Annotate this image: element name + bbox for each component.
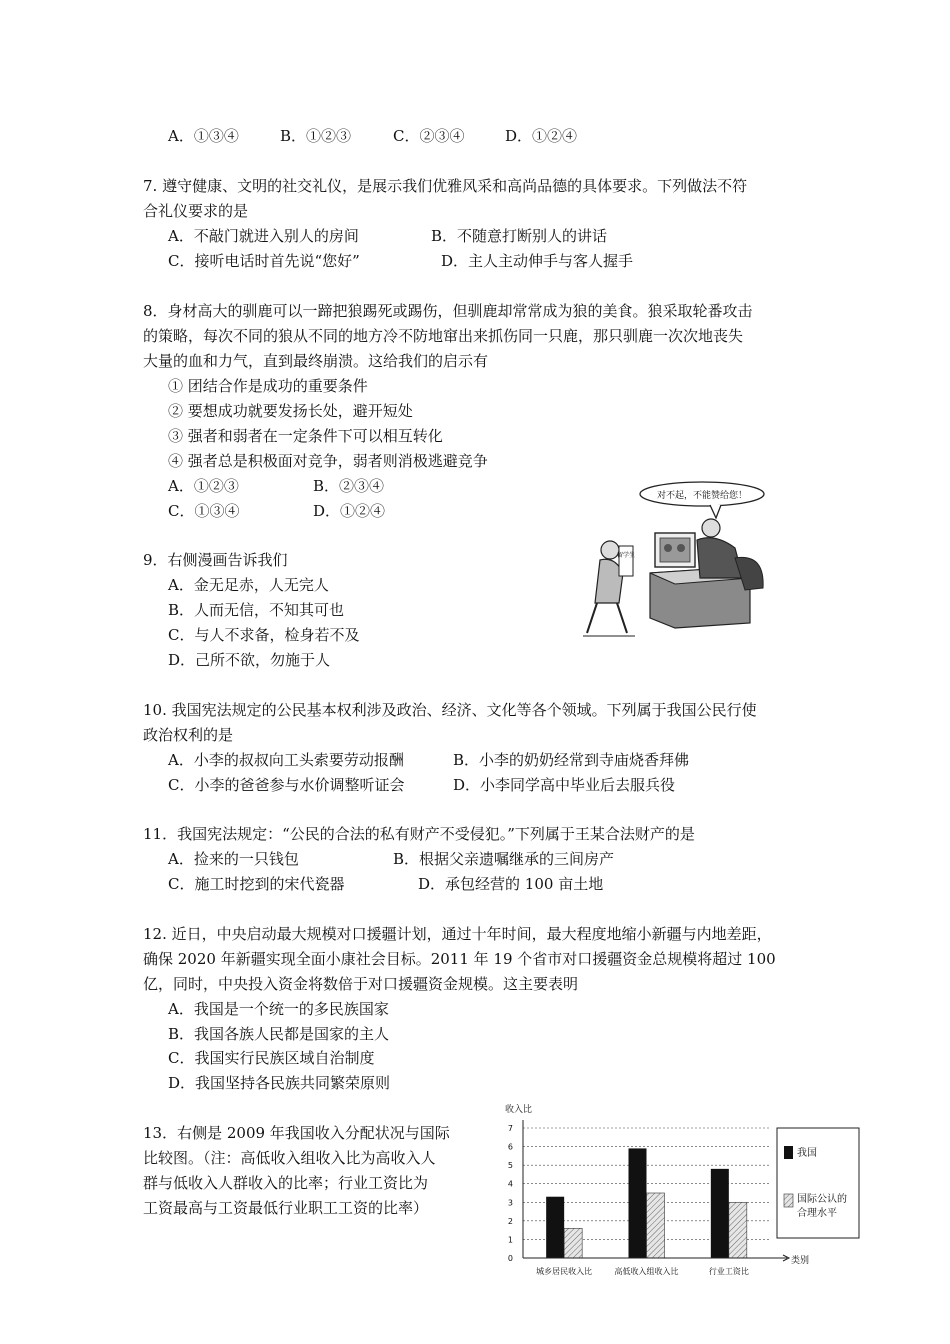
q6-option-c: C．②③④: [393, 127, 465, 145]
y-tick-label: 2: [507, 1216, 513, 1226]
x-category-label: 行业工资比: [708, 1267, 749, 1276]
q11-option-a: A．捡来的一只钱包: [168, 850, 299, 868]
q8-stem: 8．身材高大的驯鹿可以一蹄把狼踢死或踢伤，但驯鹿却常常成为狼的美食。狼采取轮番攻击: [143, 302, 753, 320]
q9-option-b: B．人而无信，不知其可也: [168, 601, 345, 619]
bar-intl: [564, 1228, 582, 1258]
q8-option-b: B．②③④: [313, 477, 385, 495]
legend-label-ours: 我国: [797, 1148, 817, 1159]
income-ratio-chart: [495, 1098, 875, 1280]
y-tick-label: 5: [507, 1161, 513, 1171]
y-tick-label: 1: [507, 1235, 513, 1245]
q7-option-b: B．不随意打断别人的讲话: [431, 227, 608, 245]
q10-stem: 10. 我国宪法规定的公民基本权利涉及政治、经济、文化等各个领域。下列属于我国公民行使: [143, 701, 757, 719]
q11-option-d: D．承包经营的 100 亩土地: [418, 875, 604, 893]
q10-stem-cont: 政治权利的是: [143, 726, 234, 744]
q7-option-d: D．主人主动伸手与客人握手: [441, 252, 634, 270]
q12-option-d: D．我国坚持各民族共同繁荣原则: [168, 1074, 391, 1092]
q8-statement-4: ④ 强者总是积极面对竞争，弱者则消极逃避竞争: [168, 452, 488, 470]
y-tick-label: 0: [507, 1254, 513, 1263]
y-tick-label: 6: [507, 1142, 513, 1152]
q13-stem: 13．右侧是 2009 年我国收入分配状况与国际: [143, 1124, 450, 1142]
q7-stem-cont: 合礼仪要求的是: [143, 202, 249, 220]
bar-ours: [546, 1197, 564, 1258]
q7-option-a: A．不敲门就进入别人的房间: [168, 227, 359, 245]
legend-swatch-intl: [784, 1194, 793, 1207]
q8-option-c: C．①③④: [168, 502, 240, 520]
q9-option-a: A．金无足赤，人无完人: [168, 576, 329, 594]
q6-option-b: B．①②③: [280, 127, 352, 145]
q12-stem: 12. 近日，中央启动最大规模对口援疆计划，通过十年时间，最大程度地缩小新疆与内地差距，: [143, 925, 772, 943]
q12-option-c: C．我国实行民族区域自治制度: [168, 1049, 375, 1067]
q10-option-a: A．小李的叔叔向工头索要劳动报酬: [168, 751, 404, 769]
q13-stem-cont1: 比较图。（注：高低收入组收入比为高收入人: [143, 1149, 436, 1167]
y-tick-label: 7: [507, 1124, 513, 1133]
legend-label-intl-2: 合理水平: [797, 1208, 837, 1219]
q13-stem-cont3: 工资最高与工资最低行业职工工资的比率）: [143, 1199, 429, 1217]
q8-statement-3: ③ 强者和弱者在一定条件下可以相互转化: [168, 427, 443, 445]
q9-stem: 9．右侧漫画告诉我们: [143, 551, 288, 569]
q8-stem-cont2: 大量的血和力气，直到最终崩溃。这给我们的启示有: [143, 352, 489, 370]
x-axis-label: 类别: [791, 1256, 810, 1266]
q7-stem: 7. 遵守健康、文明的社交礼仪，是展示我们优雅风采和高尚品德的具体要求。下列做法不符: [143, 177, 748, 195]
legend-label-intl-1: 国际公认的: [797, 1194, 847, 1205]
q8-stem-cont1: 的策略，每次不同的狼从不同的地方冷不防地窜出来抓伤同一只鹿，那只驯鹿一次次地丧失: [143, 327, 744, 345]
q13-stem-cont2: 群与低收入人群收入的比率；行业工资比为: [143, 1174, 429, 1192]
q9-option-c: C．与人不求备，检身若不及: [168, 626, 360, 644]
q9-cartoon: [575, 478, 770, 642]
q10-option-b: B．小李的奶奶经常到寺庙烧香拜佛: [453, 751, 690, 769]
bubble-text: 对不起，不能赞给您！: [656, 491, 748, 501]
q10-option-d: D．小李同学高中毕业后去服兵役: [453, 776, 676, 794]
x-category-label: 城乡居民收入比: [536, 1267, 593, 1276]
sign-text: 留学生: [616, 552, 636, 559]
bar-intl: [729, 1202, 747, 1258]
q7-option-c: C．接听电话时首先说“您好”: [168, 252, 360, 270]
bar-intl: [647, 1193, 665, 1258]
x-category-label: 高低收入组收入比: [614, 1267, 679, 1276]
q12-option-b: B．我国各族人民都是国家的主人: [168, 1025, 390, 1043]
bar-ours: [711, 1169, 729, 1258]
q11-stem: 11．我国宪法规定：“公民的合法的私有财产不受侵犯。”下列属于王某合法财产的是: [143, 825, 695, 843]
q12-stem-cont1: 确保 2020 年新疆实现全面小康社会目标。2011 年 19 个省市对口援疆资金总规模将超过 100: [143, 950, 776, 968]
bar-ours: [629, 1148, 647, 1258]
y-tick-label: 3: [507, 1198, 513, 1208]
legend-swatch-ours: [784, 1146, 793, 1159]
q9-option-d: D．己所不欲，勿施于人: [168, 651, 331, 669]
chart-legend: [777, 1128, 859, 1238]
y-axis-label: 收入比: [505, 1105, 533, 1115]
q11-option-b: B．根据父亲遗嘱继承的三间房产: [393, 850, 615, 868]
q11-option-c: C．施工时挖到的宋代瓷器: [168, 875, 345, 893]
q8-option-a: A．①②③: [168, 477, 239, 495]
q12-option-a: A．我国是一个统一的多民族国家: [168, 1000, 389, 1018]
q8-statement-2: ② 要想成功就要发扬长处，避开短处: [168, 402, 413, 420]
q10-option-c: C．小李的爸爸参与水价调整听证会: [168, 776, 405, 794]
q12-stem-cont2: 亿，同时，中央投入资金将数倍于对口援疆资金规模。这主要表明: [143, 975, 579, 993]
q6-option-a: A．①③④: [168, 127, 239, 145]
y-tick-label: 4: [507, 1179, 513, 1189]
q6-option-d: D．①②④: [505, 127, 578, 145]
q8-option-d: D．①②④: [313, 502, 386, 520]
q8-statement-1: ① 团结合作是成功的重要条件: [168, 377, 368, 395]
